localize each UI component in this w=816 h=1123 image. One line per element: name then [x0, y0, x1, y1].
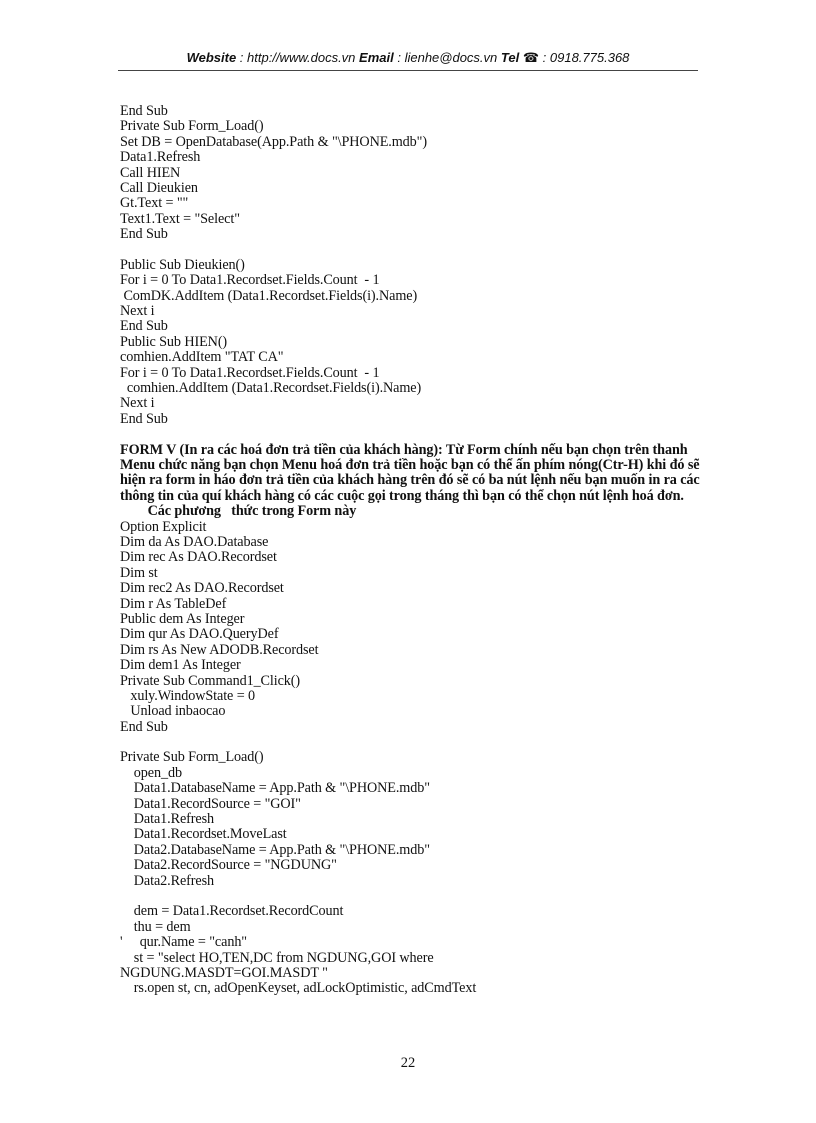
code-line: Public Sub HIEN()	[120, 333, 228, 350]
code-line: Public dem As Integer	[120, 610, 245, 627]
code-line: End Sub	[120, 718, 168, 735]
code-line: Data2.DatabaseName = App.Path & "\PHONE.mdb"	[120, 841, 430, 858]
website-label: Website	[186, 50, 237, 65]
code-line: Public Sub Dieukien()	[120, 256, 245, 273]
phone-icon: ☎	[522, 50, 540, 65]
code-line: Data2.RecordSource = "NGDUNG"	[120, 857, 337, 874]
tel-value: 0918.775.368	[549, 50, 630, 65]
code-line: Next i	[120, 303, 155, 320]
code-line: Dim rec2 As DAO.Recordset	[120, 580, 284, 597]
code-line: Data1.Refresh	[120, 811, 215, 828]
code-line: For i = 0 To Data1.Recordset.Fields.Count - 1	[120, 364, 380, 381]
page-number: 22	[400, 1055, 416, 1071]
code-line: Dim rec As DAO.Recordset	[120, 549, 277, 566]
code-line: Dim r As TableDef	[120, 595, 227, 612]
website-url: http://www.docs.vn	[247, 50, 356, 65]
tel-label: Tel	[500, 50, 520, 65]
code-line: Data1.DatabaseName = App.Path & "\PHONE.mdb"	[120, 780, 430, 797]
code-line: ' qur.Name = "canh"	[120, 934, 248, 951]
code-line	[120, 735, 710, 750]
methods-subheading: Các phương thức trong Form này	[120, 503, 357, 520]
code-line: Gt.Text = ""	[120, 195, 189, 212]
header-divider	[118, 70, 698, 71]
code-line: Set DB = OpenDatabase(App.Path & "\PHONE.mdb")	[120, 133, 427, 150]
form-v-paragraph: FORM V (In ra các hoá đơn trả tiền của khách hàng): Từ Form chính nếu bạn chọn trên thanh Menu chức năng bạn chọn Menu hoá đơn trả tiền hoặc bạn có thể ấn phím nóng(Ctr-H) khi đó sẽ hiện ra form in háo đơn trả tiền của khách hàng trên đó sẽ có ba nút lệnh nếu bạn muốn in ra các thông tin của quí khách hàng có các cuộc gọi trong tháng thì bạn có thể chọn nút lệnh hoá đơn.	[120, 441, 700, 504]
code-line: Call HIEN	[120, 164, 181, 181]
email-value: lienhe@docs.vn	[404, 50, 498, 65]
code-line: End Sub	[120, 103, 168, 119]
code-line: comhien.AddItem "TAT CA"	[120, 349, 284, 366]
code-line: NGDUNG.MASDT=GOI.MASDT "	[120, 964, 328, 981]
page-header	[118, 50, 698, 66]
code-line: comhien.AddItem (Data1.Recordset.Fields(i).Name)	[120, 380, 422, 397]
code-line: rs.open st, cn, adOpenKeyset, adLockOptimistic, adCmdText	[120, 980, 477, 997]
code-line: Dim rs As New ADODB.Recordset	[120, 641, 319, 658]
code-line: Call Dieukien	[120, 179, 198, 196]
code-line: End Sub	[120, 226, 168, 243]
email-label: Email	[359, 50, 394, 65]
code-line: Data2.Refresh	[120, 872, 215, 889]
code-block-bottom	[120, 520, 710, 997]
code-line: xuly.WindowState = 0	[120, 687, 256, 704]
code-line: Data1.Recordset.MoveLast	[120, 826, 287, 843]
email-sep: :	[393, 50, 405, 65]
code-line: Data1.Refresh	[120, 149, 201, 166]
code-line	[120, 889, 710, 904]
code-line: Dim dem1 As Integer	[120, 657, 241, 674]
page-body	[120, 104, 710, 997]
code-line	[120, 243, 710, 258]
code-line: dem = Data1.Recordset.RecordCount	[120, 903, 344, 920]
code-line: Next i	[120, 395, 155, 412]
code-line: Text1.Text = "Select"	[120, 210, 240, 227]
website-sep: :	[236, 50, 248, 65]
code-line: Private Sub Form_Load()	[120, 749, 264, 766]
code-line: ComDK.AddItem (Data1.Recordset.Fields(i).Name)	[120, 287, 418, 304]
code-line: End Sub	[120, 410, 168, 427]
code-line: Dim st	[120, 564, 158, 581]
code-block-top	[120, 104, 710, 443]
code-line	[120, 427, 710, 442]
code-line: Private Sub Command1_Click()	[120, 672, 301, 689]
code-line: Unload inbaocao	[120, 703, 226, 720]
code-line: open_db	[120, 764, 182, 781]
code-line: thu = dem	[120, 918, 191, 935]
code-line: Option Explicit	[120, 518, 207, 535]
code-line: Data1.RecordSource = "GOI"	[120, 795, 301, 812]
code-line: For i = 0 To Data1.Recordset.Fields.Count - 1	[120, 272, 380, 289]
code-line: Private Sub Form_Load()	[120, 118, 264, 135]
code-line: st = "select HO,TEN,DC from NGDUNG,GOI where	[120, 949, 434, 966]
code-line: Dim da As DAO.Database	[120, 534, 269, 550]
code-line: Dim qur As DAO.QueryDef	[120, 626, 279, 643]
code-line: End Sub	[120, 318, 168, 335]
tel-sep: :	[539, 50, 550, 65]
